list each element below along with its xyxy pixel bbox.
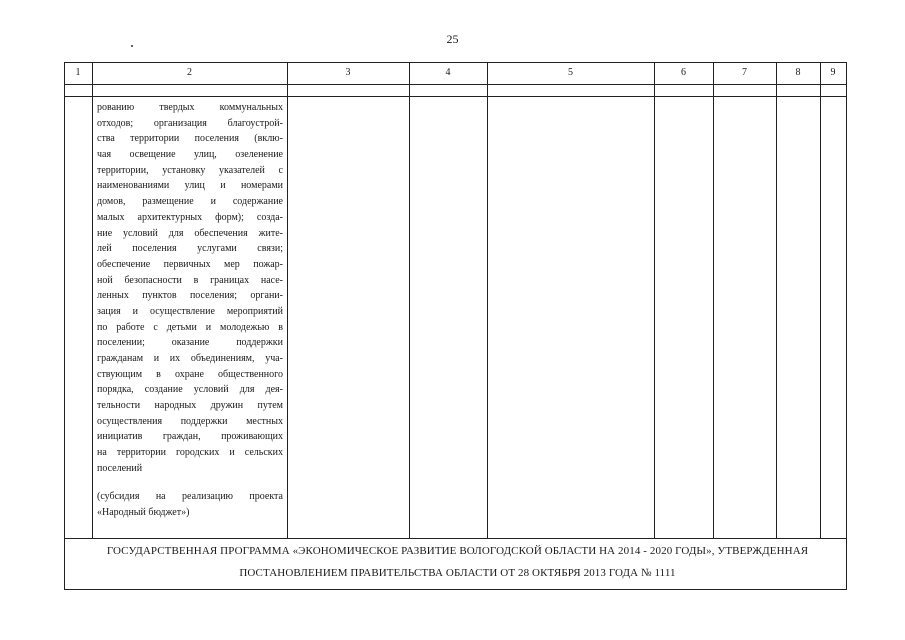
- cell-text-line: ства территории поселения (вклю-: [97, 133, 283, 145]
- column-divider-7: [776, 62, 777, 538]
- column-divider-8: [820, 62, 821, 538]
- cell-description: [97, 100, 283, 477]
- subsidy-line: «Народный бюджет»): [97, 506, 190, 518]
- cell-text-line: отходов; организация благоустрой-: [97, 117, 283, 129]
- subsidy-line: (субсидия на реализацию проекта: [97, 491, 283, 502]
- cell-text-line: гражданам и их объединениям, уча-: [97, 353, 283, 364]
- column-divider-3: [409, 62, 410, 538]
- cell-text-line: малых архитектурных форм); созда-: [97, 211, 283, 223]
- cell-text-line: обеспечение первичных мер пожар-: [97, 258, 283, 270]
- subsidy-note: [97, 489, 283, 520]
- column-divider-5: [654, 62, 655, 538]
- table-right-border: [846, 62, 847, 589]
- column-number-6: 6: [681, 67, 686, 78]
- cell-text-line: ной безопасности в границах насе-: [97, 274, 283, 286]
- cell-text-line: ленных пунктов поселения; органи-: [97, 290, 283, 302]
- cell-text-line: инициатив граждан, проживающих: [97, 431, 283, 443]
- cell-text-line: ствующим в охране общественного: [97, 368, 283, 380]
- column-number-3: 3: [345, 67, 351, 78]
- column-number-9: 9: [830, 67, 836, 78]
- cell-text-line: лей поселения услугами связи;: [97, 243, 283, 255]
- footer-bottom-border: [64, 589, 847, 590]
- cell-text-line: поселении; оказание поддержки: [97, 337, 283, 349]
- column-divider-1: [92, 62, 93, 538]
- page-number: 25: [446, 32, 459, 46]
- cell-text-line: домов, размещение и содержание: [97, 196, 283, 208]
- cell-text-line: наименованиями улиц и номерами: [97, 180, 283, 192]
- footer-title-line-1: ГОСУДАРСТВЕННАЯ ПРОГРАММА «ЭКОНОМИЧЕСКОЕ РАЗВИТИЕ ВОЛОГОДСКОЙ ОБЛАСТИ НА 2014 - 2020 ГОДЫ», УТВЕРЖДЕННАЯ: [106, 545, 809, 557]
- cell-text-line: тельности народных дружин путем: [97, 400, 283, 412]
- cell-text-line: ние условий для обеспечения жите-: [97, 227, 283, 239]
- cell-text-line: осуществления поддержки местных: [97, 415, 283, 427]
- table-left-border: [64, 62, 65, 589]
- cell-text-line: на территории городских и сельских: [97, 447, 283, 459]
- column-number-1: 1: [75, 67, 81, 78]
- cell-text-line: территории, установку указателей с: [97, 164, 283, 176]
- column-number-2: 2: [187, 67, 192, 78]
- column-divider-4: [487, 62, 488, 538]
- cell-text-line: зация и осуществление мероприятий: [97, 305, 283, 317]
- cell-text-line: поселений: [97, 462, 143, 474]
- column-number-8: 8: [795, 67, 801, 78]
- column-number-5: 5: [568, 67, 573, 78]
- cell-text-line: порядка, создание условий для дея-: [97, 384, 283, 396]
- column-divider-6: [713, 62, 714, 538]
- column-number-4: 4: [445, 67, 451, 78]
- column-number-7: 7: [742, 67, 747, 78]
- table-bottom-border: [64, 538, 847, 539]
- cell-text-line: по работе с детьми и молодежью в: [97, 321, 283, 333]
- column-divider-2: [287, 62, 288, 538]
- scan-speck: [131, 45, 133, 47]
- cell-text-line: чая освещение улиц, озеленение: [97, 149, 283, 161]
- cell-text-line: рованию твердых коммунальных: [97, 102, 283, 113]
- table-row-separator: [64, 96, 847, 97]
- header-row-border: [64, 84, 847, 85]
- footer-title-line-2: ПОСТАНОВЛЕНИЕМ ПРАВИТЕЛЬСТВА ОБЛАСТИ ОТ 28 ОКТЯБРЯ 2013 ГОДА № 1111: [239, 567, 676, 579]
